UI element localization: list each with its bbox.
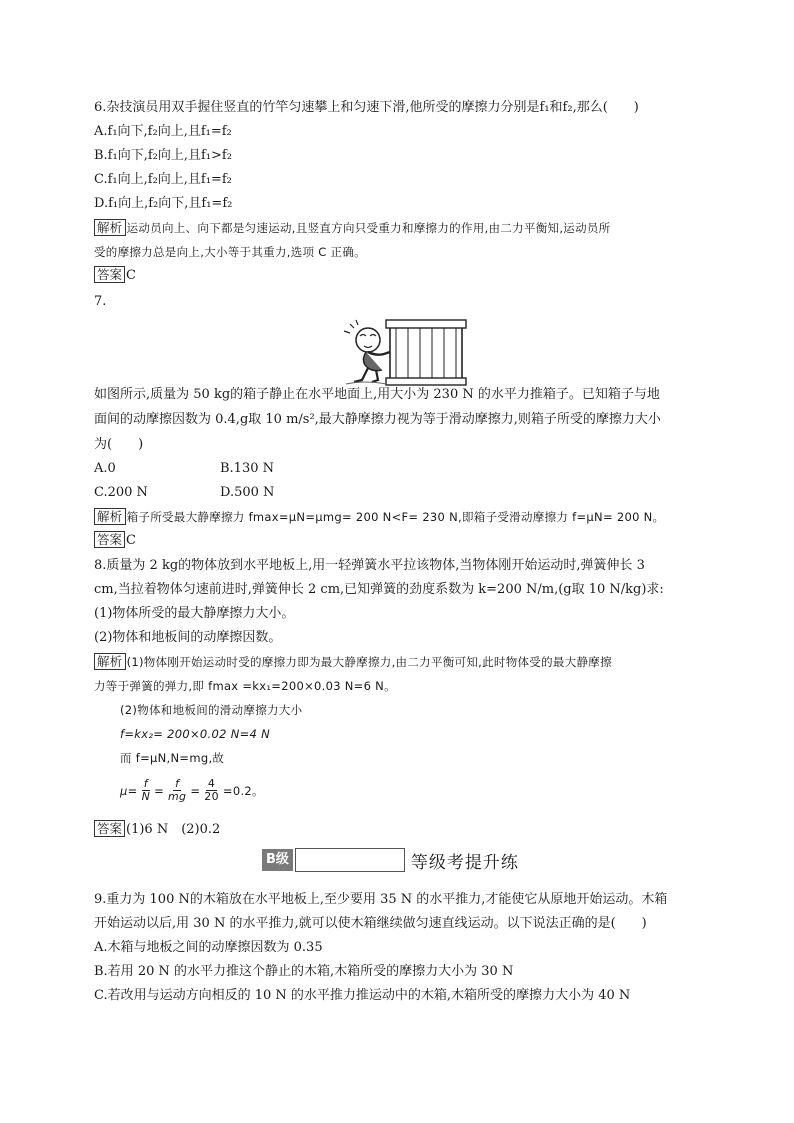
q6-option-c: C.f₁向上,f₂向上,且f₁=f₂ [94, 172, 232, 187]
q7-stem-line-2: 面间的动摩擦因数为 0.4,g取 10 m/s²,最大静摩擦力视为等于滑动摩擦力,则箱子所受的摩擦力大小 [94, 412, 661, 427]
q6-option-a: A.f₁向下,f₂向上,且f₁=f₂ [94, 124, 232, 139]
frac3-den: 20 [204, 790, 219, 803]
mu-lhs: μ= [120, 783, 138, 798]
q7-answer-value: C [126, 533, 136, 548]
q8-analysis-line-3: (2)物体和地板间的滑动摩擦力大小 [120, 703, 303, 717]
frac2-den: mg [168, 790, 187, 803]
q8-answer [94, 820, 220, 840]
q8-analysis-line-4: f=kx₂= 200×0.02 N=4 N [120, 727, 271, 741]
q8-mu-equation: μ= $\frac{f}{N}$ = $\frac{f}{mg}$ = $\frac{4}{20}$ =0.2。 [120, 777, 264, 803]
q8-stem-line-1: 8.质量为 2 kg的物体放到水平地板上,用一轻弹簧水平拉该物体,当物体刚开始运动时,弹簧伸长 3 [94, 558, 645, 573]
q8-analysis-line-1 [94, 652, 612, 672]
person-pushing-box-illustration [338, 318, 468, 388]
frac3-num: 4 [207, 777, 216, 790]
q8-analysis-text-1: (1)物体刚开始运动时受的摩擦力即为最大静摩擦力,由二力平衡可知,此时物体受的最大静摩擦 [126, 655, 612, 669]
q7-option-c: C.200 N [94, 485, 148, 500]
q6-stem: 6.杂技演员用双手握住竖直的竹竿匀速攀上和匀速下滑,他所受的摩擦力分别是f₁和f₂,那么( ) [94, 100, 639, 115]
q8-answer-value: (1)6 N (2)0.2 [126, 822, 221, 837]
q8-analysis-line-2: 力等于弹簧的弹力,即 fmax =kx₁=200×0.03 N=6 N。 [94, 679, 396, 693]
level-title: 等级考提升练 [410, 852, 519, 873]
q6-option-d: D.f₁向上,f₂向下,且f₁=f₂ [94, 196, 233, 211]
q7-options-row-1 [94, 459, 274, 479]
level-blank-box [295, 848, 405, 872]
answer-tag: 答案 [94, 266, 125, 283]
frac1-num: f [143, 777, 148, 790]
frac1-den: N [141, 790, 151, 803]
q6-option-b: B.f₁向下,f₂向上,且f₁>f₂ [94, 148, 232, 163]
q8-analysis-line-5: 而 f=μN,N=mg,故 [120, 751, 225, 765]
q8-sub-question-1: (1)物体所受的最大静摩擦力大小。 [94, 606, 295, 621]
q7-stem-line-3: 为( ) [94, 437, 144, 452]
fraction-f-over-n [140, 778, 153, 803]
q7-option-a: A.0 [94, 461, 116, 476]
q7-answer [94, 531, 136, 551]
frac2-num: f [175, 777, 180, 790]
fraction-f-over-mg [166, 778, 188, 803]
answer-tag: 答案 [94, 531, 125, 548]
q6-answer [94, 266, 136, 286]
q9-option-b: B.若用 20 N 的水平力推这个静止的木箱,木箱所受的摩擦力大小为 30 N [94, 964, 514, 979]
level-badge: B级 [262, 849, 293, 871]
q7-option-d: D.500 N [220, 485, 275, 500]
q9-option-a: A.木箱与地板之间的动摩擦因数为 0.35 [94, 940, 323, 955]
q7-option-b: B.130 N [220, 461, 275, 476]
q9-option-c: C.若改用与运动方向相反的 10 N 的水平推力推运动中的木箱,木箱所受的摩擦力大小为 40 N [94, 988, 631, 1003]
q7-options-row-2 [94, 483, 274, 503]
level-section-header [262, 847, 519, 873]
q6-analysis-line-2: 受的摩擦力总是向上,大小等于其重力,选项 C 正确。 [94, 245, 366, 259]
q8-sub-question-2: (2)物体和地板间的动摩擦因数。 [94, 630, 282, 645]
q7-number: 7. [94, 294, 107, 309]
q8-stem-line-2: cm,当拉着物体匀速前进时,弹簧伸长 2 cm,已知弹簧的劲度系数为 k=200 N/m,(g取 10 N/kg)求: [94, 582, 664, 597]
answer-tag: 答案 [94, 820, 125, 837]
q7-analysis [94, 507, 664, 527]
q6-analysis-line-1 [94, 218, 610, 238]
analysis-tag: 解析 [94, 508, 126, 525]
analysis-tag: 解析 [94, 219, 126, 236]
q9-stem-line-2: 开始运动以后,用 30 N 的水平推力,就可以使木箱继续做匀速直线运动。以下说法正确的是( ) [94, 916, 647, 931]
analysis-tag: 解析 [94, 653, 126, 670]
mu-result: =0.2。 [222, 783, 264, 798]
fraction-4-over-20 [202, 778, 221, 803]
q6-analysis-text-1: 运动员向上、向下都是匀速运动,且竖直方向只受重力和摩擦力的作用,由二力平衡知,运动员所 [126, 221, 611, 235]
q7-analysis-text: 箱子所受最大静摩擦力 fmax=μN=μmg= 200 N<F= 230 N,即箱子受滑动摩擦力 f=μN= 200 N。 [126, 510, 665, 524]
q7-stem-line-1: 如图所示,质量为 50 kg的箱子静止在水平地面上,用大小为 230 N 的水平力推箱子。已知箱子与地 [94, 387, 660, 402]
q9-stem-line-1: 9.重力为 100 N的木箱放在水平地板上,至少要用 35 N 的水平推力,才能使它从原地开始运动。木箱 [94, 892, 668, 907]
q6-answer-value: C [126, 268, 136, 283]
